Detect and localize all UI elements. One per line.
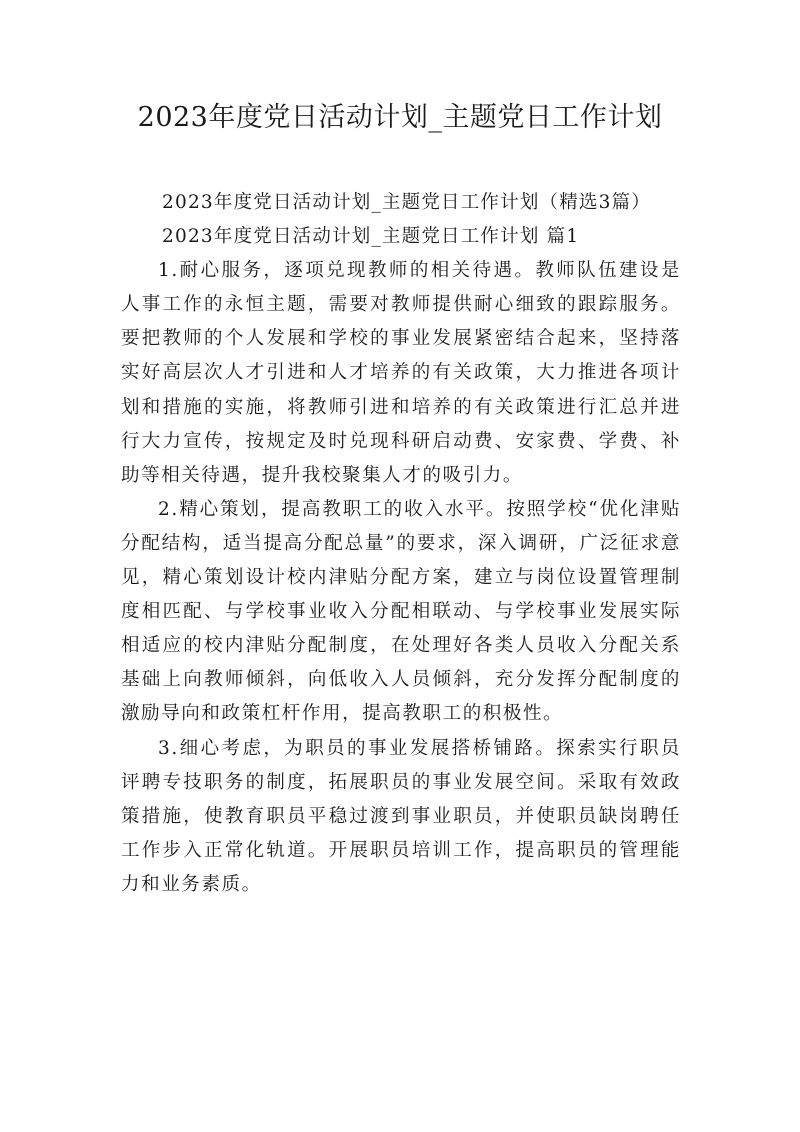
paragraph-2: 2.精心策划，提高教职工的收入水平。按照学校“优化津贴分配结构，适当提高分配总量”的要求，深入调研，广泛征求意见，精心策划设计校内津贴分配方案，建立与岗位设置管理制度相匹配、与学校事业收入分配相联动、与学校事业发展实际相适应的校内津贴分配制度，在处理好各类人员收入分配关系基础上向教师倾斜，向低收入人员倾斜，充分发挥分配制度的激励导向和政策杠杆作用，提高教职工的积极性。 [121,498,681,725]
paragraph-1: 1.耐心服务，逐项兑现教师的相关待遇。教师队伍建设是人事工作的永恒主题，需要对教师提供耐心细致的跟踪服务。要把教师的个人发展和学校的事业发展紧密结合起来，坚持落实好高层次人才引进和人才培养的有关政策，大力推进各项计划和措施的实施，将教师引进和培养的有关政策进行汇总并进行大力宣传，按规定及时兑现科研启动费、安家费、学费、补助等相关待遇，提升我校聚集人才的吸引力。 [121,260,681,486]
paragraph-3: 3.细心考虑，为职员的事业发展搭桥铺路。探索实行职员评聘专技职务的制度，拓展职员的事业发展空间。采取有效政策措施，使教育职员平稳过渡到事业职员，并使职员缺岗聘任工作步入正常化轨道。开展职员培训工作，提高职员的管理能力和业务素质。 [121,737,681,895]
document-body [121,186,681,902]
collection-subtitle: 2023年度党日活动计划_主题党日工作计划（精选3篇） [162,192,652,213]
document-title: 2023年度党日活动计划_主题党日工作计划 [137,102,663,133]
article-heading: 2023年度党日活动计划_主题党日工作计划 篇1 [162,226,580,248]
